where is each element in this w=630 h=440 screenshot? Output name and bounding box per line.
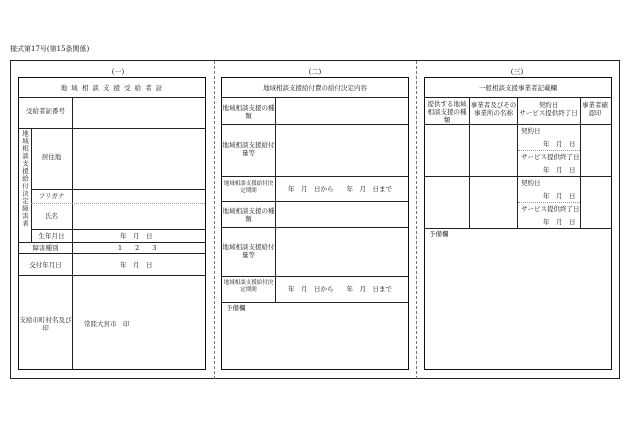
end-date-label-1: サービス提供終了日 <box>521 153 580 161</box>
section-one-title: 地 域 相 談 支 援 受 給 者 証 <box>60 84 164 92</box>
column-dates-header: 契約日 サービス提供終了日 <box>519 101 578 118</box>
contract-date-label-2: 契約日 <box>521 179 541 187</box>
furigana-label: フリガナ <box>38 192 65 200</box>
contract-date-value-1: 年 月 日 <box>543 140 576 148</box>
section-two-remarks-label: 予備欄 <box>226 304 246 312</box>
service-amount-label-2: 地域相談支援給付量等 <box>222 243 275 260</box>
end-date-label-2: サービス提供終了日 <box>521 205 580 213</box>
end-date-value-2: 年 月 日 <box>543 218 576 226</box>
recipient-number-label: 受給者証番号 <box>26 107 65 115</box>
service-type-label-2: 地域相談支援の種類 <box>222 207 275 224</box>
section-two-number: (二) <box>308 68 322 76</box>
service-period-value-1: 年 月 日から 年 月 日まで <box>288 185 392 193</box>
issue-date-label: 交付年月日 <box>29 261 62 269</box>
address-label: 居住地 <box>41 153 62 161</box>
birth-date-label: 生年月日 <box>38 232 65 240</box>
section-three-remarks-label: 予備欄 <box>429 230 449 238</box>
recipient-side-label: 地域相談支援給付決定障害者 <box>21 130 29 228</box>
fold-line-left <box>214 61 215 379</box>
municipality-label: 支給市町村名及び印 <box>19 316 72 333</box>
form-number-label: 様式第17号(第15条関係) <box>10 45 90 53</box>
service-type-label-1: 地域相談支援の種類 <box>222 104 275 121</box>
service-period-label-1: 地域相談支援給付決定期間 <box>223 181 274 194</box>
contract-date-value-2: 年 月 日 <box>543 192 576 200</box>
section-two-title: 地域相談支援給付費の給付決定内容 <box>263 84 367 92</box>
service-period-value-2: 年 月 日から 年 月 日まで <box>288 285 392 293</box>
name-label: 氏名 <box>45 212 58 220</box>
section-three-number: (三) <box>510 68 524 76</box>
column-service-type-header: 提供する地域相談支援の種類 <box>427 100 467 125</box>
section-three-title: 一般相談支援事業者記載欄 <box>479 84 557 92</box>
disability-type-label: 障害種別 <box>32 244 59 252</box>
contract-date-label-1: 契約日 <box>521 127 541 135</box>
birth-date-value: 年 月 日 <box>120 232 153 240</box>
municipality-value: 常陸大宮市 印 <box>84 320 130 328</box>
section-two-panel <box>221 77 409 370</box>
end-date-value-1: 年 月 日 <box>543 166 576 174</box>
column-provider-header: 事業者及びその事業所の名称 <box>470 101 517 118</box>
issue-date-value: 年 月 日 <box>120 261 153 269</box>
column-confirm-header: 事業者確認印 <box>582 101 608 118</box>
section-one-number: (一) <box>111 68 125 76</box>
disability-type-options: 1 2 3 <box>118 244 157 252</box>
fold-line-right <box>416 61 417 379</box>
service-period-label-2: 地域相談支援給付決定期間 <box>223 280 274 293</box>
service-amount-label-1: 地域相談支援給付量等 <box>222 141 275 158</box>
